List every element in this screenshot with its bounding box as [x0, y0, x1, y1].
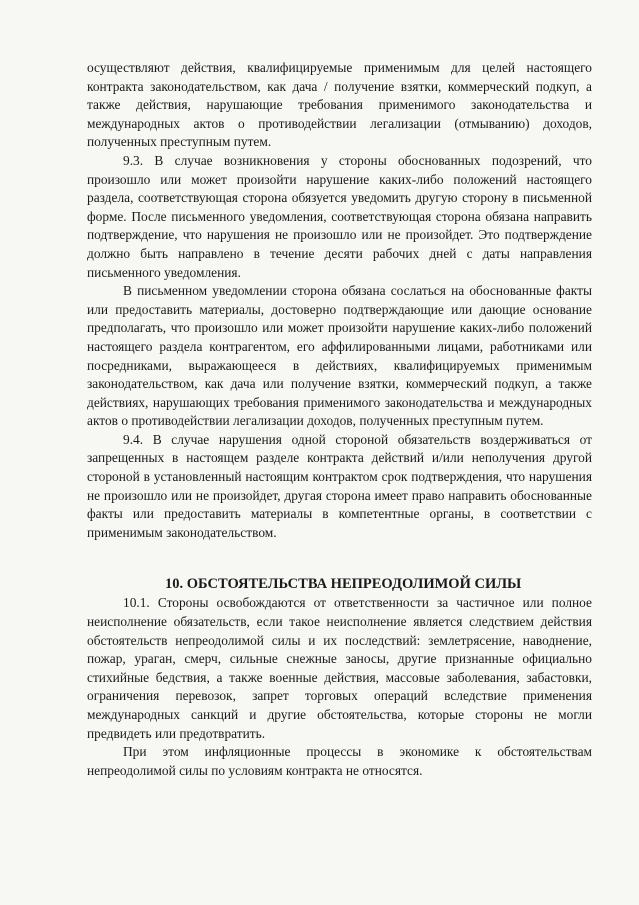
section-10-heading: 10. ОБСТОЯТЕЛЬСТВА НЕПРЕОДОЛИМОЙ СИЛЫ — [165, 576, 522, 593]
paragraph-10-1: 10.1. Стороны освобождаются от ответственности за частичное или полное неисполнение обязательств, если такое неисполнение является следствием действия обстоятельств непреодолимой силы и их последствий: землетрясение, наводнение, пожар, ураган, смерч, сильные снежные заносы, другие признанные официально стихийные бедствия, а также военные действия, массовые заболевания, забастовки, ограничения перевозок, запрет торговых операций вследствие применения международных санкций и другие обстоятельства, которые стороны не могли предвидеть или предотвратить. — [87, 595, 592, 741]
paragraph-9-4: 9.4. В случае нарушения одной стороной обязательств воздерживаться от запрещенных в настоящем разделе контракта действий и/или неполучения другой стороной в установленный настоящим контрактом срок подтверждения, что нарушения не произошло или не произойдет, другая сторона имеет право направить обоснованные факты или предоставить материалы в компетентные органы, в соответствии с применимым законодательством. — [87, 431, 592, 540]
paragraph-10-inflation: При этом инфляционные процессы в экономике к обстоятельствам непреодолимой силы по условиям контракта не относятся. — [87, 744, 592, 778]
paragraph-9-3: 9.3. В случае возникновения у стороны обоснованных подозрений, что произошло или может произойти нарушение каких-либо положений настоящего раздела, соответствующая сторона обязуется уведомить другую сторону в письменной форме. После письменного уведомления, соответствующая сторона обязана направить подтверждение, что нарушения не произошло или не произойдет. Это подтверждение должно быть направлено в течение десяти рабочих дней с даты направления письменного уведомления. — [87, 152, 592, 280]
paragraph-9-2-continuation: осуществляют действия, квалифицируемые применимым для целей настоящего контракта законодательством, как дача / получение взятки, коммерческий подкуп, а также действия, нарушающие требования применимого законодательства и международных актов о противодействии легализации (отмыванию) доходов, полученных преступным путем. — [87, 60, 592, 150]
document-text — [87, 59, 592, 780]
paragraph-9-3-notice: В письменном уведомлении сторона обязана сослаться на обоснованные факты или предоставить материалы, достоверно подтверждающие или дающие основание предполагать, что произошло или может произойти нарушение каких-либо положений настоящего раздела контрагентом, его аффилированными лицами, работниками или посредниками, выражающееся в действиях, квалифицируемых применимым законодательством, как дача или получение взятки, коммерческий подкуп, а также действиях, нарушающих требования применимого законодательства и международных актов о противодействии легализации доходов, полученных преступным путем. — [87, 283, 592, 429]
